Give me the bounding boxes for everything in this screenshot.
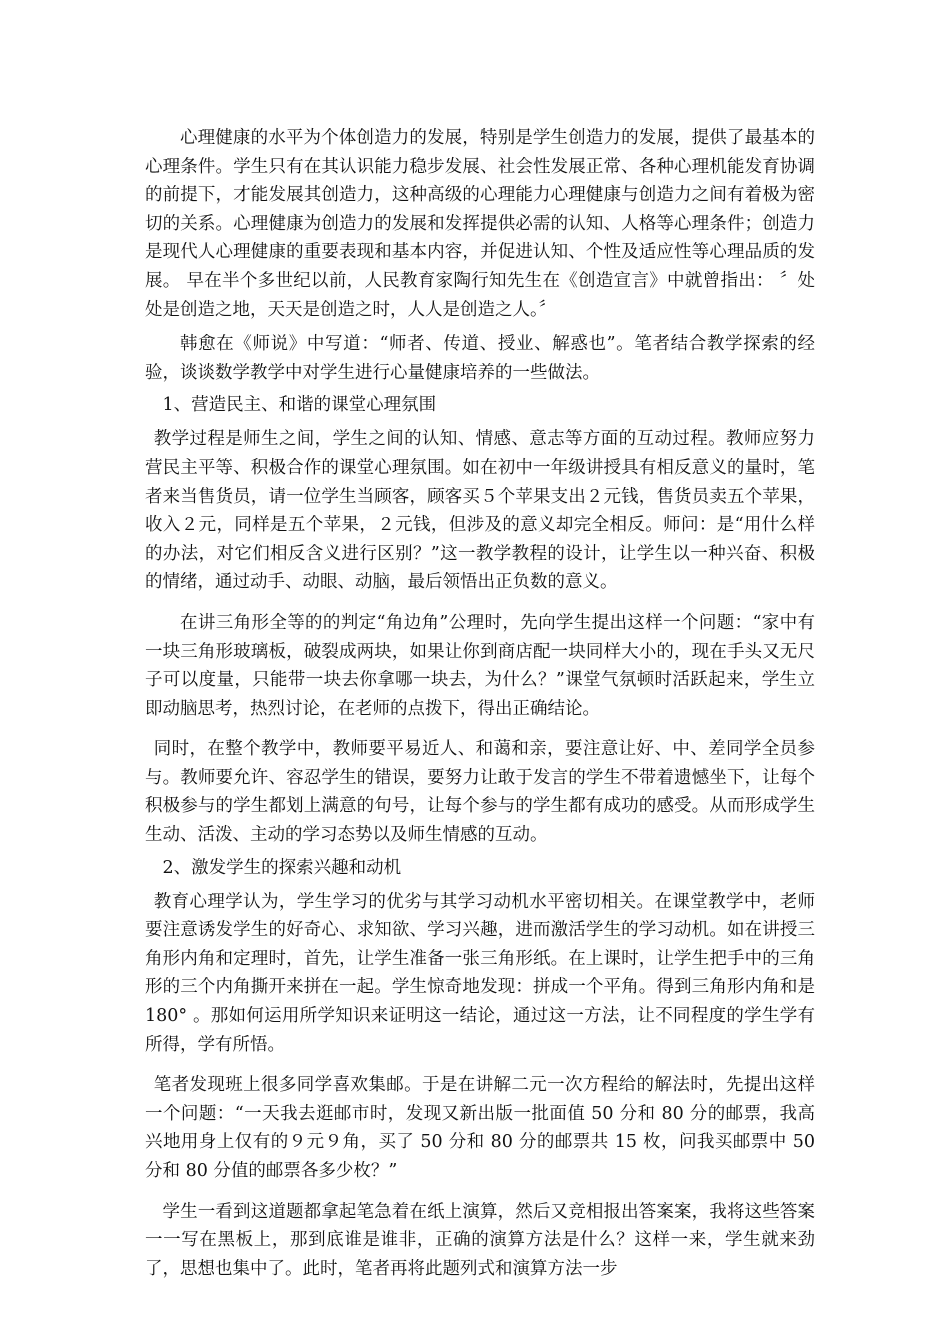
- paragraph-motivation: 教育心理学认为，学生学习的优劣与其学习动机水平密切相关。在课堂教学中，老师要注意诱发学生的好奇心、求知欲、学习兴趣，进而激活学生的学习动机。如在讲授三角形内角和定理时，首先，让学生准备一张三角形纸。在上课时，让学生把手中的三角形的三个内角撕开来拼在一起。学生惊奇地发现：拼成一个平角。得到三角形内角和是 180° 。那如何运用所学知识来证明这一结论，通过这一方法，让不同程度的学生学有所得，学有所悟。: [145, 891, 815, 1055]
- paragraph-creativity: 心理健康的水平为个体创造力的发展，特别是学生创造力的发展，提供了最基本的心理条件。学生只有在其认识能力稳步发展、社会性发展正常、各种心理机能发育协调的前提下，才能发展其创造力，这种高级的心理能力心理健康与创造力之间有着极为密切的关系。心理健康为创造力的发展和发挥提供必需的认知、人格等心理条件；创造力是现代人心理健康的重要表现和基本内容，并促进认知、个性及适应性等心理品质的发展。 早在半个多世纪以前，人民教育家陶行知先生在《创造宣言》中就曾指出： 〞处处是创造之地，天天是创造之时，人人是创造之人。〞: [145, 128, 815, 320]
- section-heading-1: 1、营造民主、和谐的课堂心理氛围: [162, 395, 437, 416]
- paragraph-participation: 同时，在整个教学中，教师要平易近人、和蔼和亲，要注意让好、中、差同学全员参与。教师要允许、容忍学生的错误，要努力让敢于发言的学生不带着遗憾坐下，让每个积极参与的学生都划上满意的句号，让每个参与的学生都有成功的感受。从而形成学生生动、活泼、主动的学习态势以及师生情感的互动。: [145, 739, 815, 846]
- document-body: [145, 124, 815, 1283]
- paragraph-han-yu: 韩愈在《师说》中写道：“师者、传道、授业、解惑也”。笔者结合教学探索的经验，谈谈数学教学中对学生进行心量健康培养的一些做法。: [145, 334, 815, 383]
- section-heading-2: 2、激发学生的探索兴趣和动机: [162, 857, 402, 878]
- paragraph-teaching-process: 教学过程是师生之间，学生之间的认知、情感、意志等方面的互动过程。教师应努力营民主平等、积极合作的课堂心理氛围。如在初中一年级讲授具有相反意义的量时，笔者来当售货员，请一位学生当顾客，顾客买５个苹果支出２元钱，售货员卖五个苹果，收入２元，同样是五个苹果，２元钱，但涉及的意义却完全相反。师问：是“用什么样的办法，对它们相反含义进行区别？”这一教学教程的设计，让学生以一种兴奋、积极的情绪，通过动手、动眼、动脑，最后领悟出正负数的意义。: [145, 429, 815, 593]
- paragraph-triangle-glass: 在讲三角形全等的的判定“角边角”公理时，先向学生提出这样一个问题：“家中有一块三角形玻璃板，破裂成两块，如果让你到商店配一块同样大小的，现在手头又无尺子可以度量，只能带一块去你拿哪一块去，为什么？”课堂气氛顿时活跃起来，学生立即动脑思考，热烈讨论，在老师的点拨下，得出正确结论。: [145, 612, 815, 719]
- paragraph-stamps: 笔者发现班上很多同学喜欢集邮。于是在讲解二元一次方程给的解法时，先提出这样一个问题：“一天我去逛邮市时，发现又新出版一批面值 50 分和 80 分的邮票，我高兴地用身上仅有的９元９角，买了 50 分和 80 分的邮票共 15 枚，问我买邮票中 50 分和 80 分值的邮票各多少枚？”: [145, 1075, 815, 1181]
- paragraph-answers: 学生一看到这道题都拿起笔急着在纸上演算，然后又竞相报出答案案，我将这些答案一一写在黑板上，那到底谁是谁非，正确的演算方法是什么？这样一来，学生就来劲了，思想也集中了。此时，笔者再将此题列式和演算方法一步: [145, 1201, 815, 1279]
